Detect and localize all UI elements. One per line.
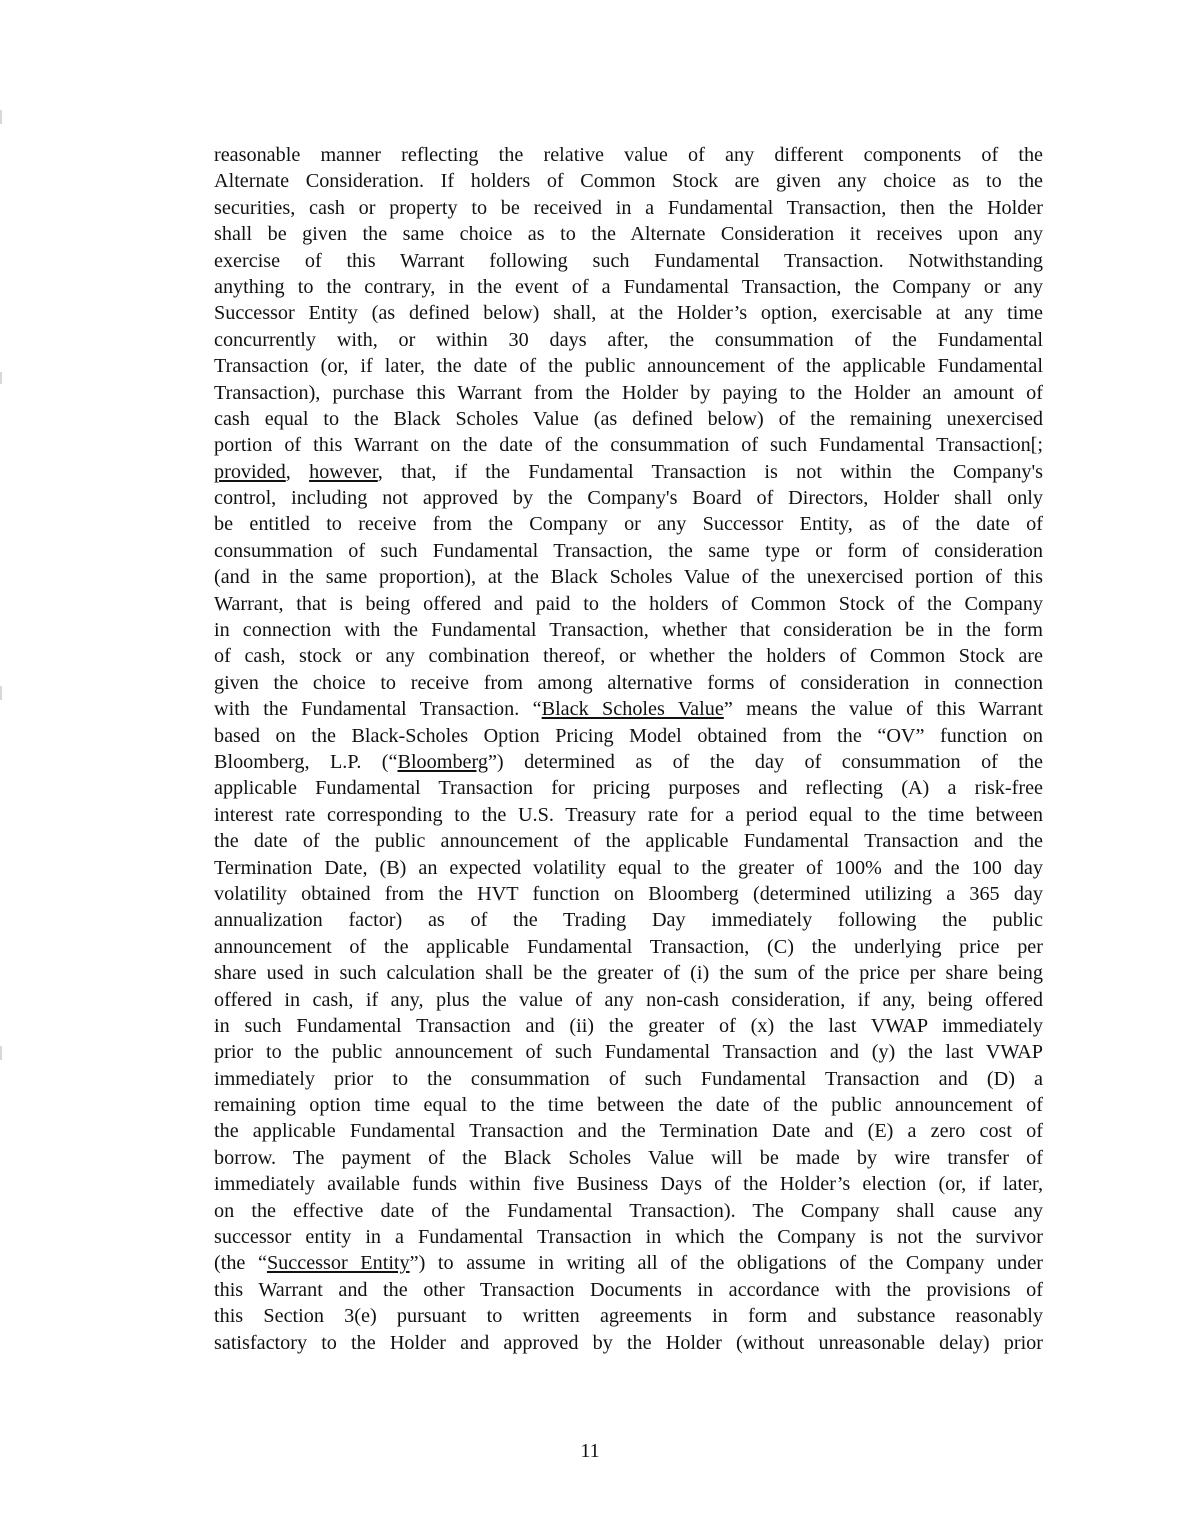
text-run: announcement of the applicable Fundamental Transaction, (C) the underlying price per (214, 935, 1043, 958)
scan-artifact (0, 686, 2, 700)
text-line (214, 670, 1043, 696)
text-run: Termination Date, (B) an expected volatility equal to the greater of 100% and the 100 day (214, 856, 1043, 879)
text-line (214, 1013, 1043, 1039)
text-run: portion of this Warrant on the date of the consummation of such Fundamental Transaction[; (214, 434, 1043, 457)
text-run: control, including not approved by the Company's Board of Directors, Holder shall only (214, 487, 1043, 510)
text-run: with the Fundamental Transaction. “ (214, 698, 542, 721)
text-run: applicable Fundamental Transaction for pricing purposes and reflecting (A) a risk-free (214, 777, 1043, 800)
text-run: remaining option time equal to the time between the date of the public announcement of (214, 1094, 1043, 1117)
text-run: Bloomberg, L.P. (“ (214, 750, 398, 773)
text-line (214, 300, 1043, 326)
text-line (214, 459, 1043, 485)
text-line (214, 195, 1043, 221)
text-line (214, 643, 1043, 669)
defined-term: provided (214, 460, 286, 483)
text-run: securities, cash or property to be received in a Fundamental Transaction, then the Holder (214, 196, 1043, 219)
text-run: concurrently with, or within 30 days after, the consummation of the Fundamental (214, 328, 1043, 351)
text-run: based on the Black-Scholes Option Pricing Model obtained from the “OV” function on (214, 724, 1043, 747)
text-run: Alternate Consideration. If holders of Common Stock are given any choice as to the (214, 170, 1043, 193)
text-line (214, 775, 1043, 801)
text-line (214, 485, 1043, 511)
text-line (214, 564, 1043, 590)
text-run: offered in cash, if any, plus the value of any non-cash consideration, if any, being offered (214, 988, 1043, 1011)
text-line (214, 802, 1043, 828)
text-run: prior to the public announcement of such Fundamental Transaction and (y) the last VWAP (214, 1041, 1043, 1064)
text-run: in connection with the Fundamental Transaction, whether that consideration be in the form (214, 619, 1043, 642)
text-line (214, 1198, 1043, 1224)
text-run: in such Fundamental Transaction and (ii) the greater of (x) the last VWAP immediately (214, 1014, 1043, 1037)
text-run: borrow. The payment of the Black Scholes Value will be made by wire transfer of (214, 1146, 1043, 1169)
text-line (214, 248, 1043, 274)
text-run: the date of the public announcement of the applicable Fundamental Transaction and the (214, 830, 1043, 853)
text-run: , that, if the Fundamental Transaction is not within the Company's (377, 460, 1043, 483)
text-line (214, 353, 1043, 379)
text-line (214, 907, 1043, 933)
text-run: (the “ (214, 1252, 267, 1275)
text-line (214, 723, 1043, 749)
text-run: satisfactory to the Holder and approved by the Holder (without unreasonable delay) prior (214, 1331, 1043, 1354)
text-line (214, 617, 1043, 643)
text-line (214, 1171, 1043, 1197)
text-run: anything to the contrary, in the event of a Fundamental Transaction, the Company or any (214, 275, 1043, 298)
text-line (214, 881, 1043, 907)
text-line (214, 591, 1043, 617)
text-run: volatility obtained from the HVT function on Bloomberg (determined utilizing a 365 day (214, 882, 1043, 905)
scan-artifact (0, 1046, 2, 1060)
text-line (214, 1250, 1043, 1276)
text-line (214, 1303, 1043, 1329)
text-line (214, 221, 1043, 247)
text-run: reasonable manner reflecting the relative value of any different components of the (214, 144, 1043, 166)
text-line (214, 1066, 1043, 1092)
text-line (214, 406, 1043, 432)
text-line (214, 855, 1043, 881)
text-line (214, 934, 1043, 960)
text-run: this Section 3(e) pursuant to written agreements in form and substance reasonably (214, 1305, 1043, 1328)
text-line (214, 274, 1043, 300)
text-run: , (285, 460, 310, 483)
text-run: immediately available funds within five Business Days of the Holder’s election (or, if later, (214, 1173, 1043, 1196)
text-line (214, 1224, 1043, 1250)
text-run: Warrant, that is being offered and paid to the holders of Common Stock of the Company (214, 592, 1043, 615)
text-line (214, 538, 1043, 564)
text-run: the applicable Fundamental Transaction and the Termination Date and (E) a zero cost of (214, 1120, 1043, 1143)
text-run: of cash, stock or any combination thereof, or whether the holders of Common Stock are (214, 645, 1043, 668)
text-line (214, 1092, 1043, 1118)
text-run: given the choice to receive from among alternative forms of consideration in connection (214, 671, 1043, 694)
text-line (214, 380, 1043, 406)
scan-artifact (0, 110, 2, 124)
text-line (214, 696, 1043, 722)
defined-term: Black Scholes Value (541, 698, 724, 721)
text-line (214, 142, 1043, 168)
defined-term: Successor Entity (266, 1252, 410, 1275)
body-paragraph (214, 142, 1043, 1356)
text-run: annualization factor) as of the Trading Day immediately following the public (214, 909, 1043, 932)
text-run: cash equal to the Black Scholes Value (as defined below) of the remaining unexercised (214, 407, 1043, 430)
text-run: ”) to assume in writing all of the obligations of the Company under (409, 1252, 1043, 1275)
text-run: consummation of such Fundamental Transaction, the same type or form of consideration (214, 539, 1043, 562)
text-line (214, 168, 1043, 194)
text-run: Successor Entity (as defined below) shall, at the Holder’s option, exercisable at any time (214, 302, 1043, 325)
text-run: successor entity in a Fundamental Transaction in which the Company is not the survivor (214, 1226, 1043, 1249)
text-run: shall be given the same choice as to the Alternate Consideration it receives upon any (214, 223, 1043, 246)
text-line (214, 987, 1043, 1013)
text-run: be entitled to receive from the Company or any Successor Entity, as of the date of (214, 513, 1043, 536)
text-line (214, 749, 1043, 775)
page-number: 11 (580, 1440, 600, 1462)
text-run: ”) determined as of the day of consummation of the (487, 750, 1043, 773)
text-run: interest rate corresponding to the U.S. Treasury rate for a period equal to the time between (214, 803, 1043, 826)
text-run: Transaction), purchase this Warrant from the Holder by paying to the Holder an amount of (214, 381, 1043, 404)
text-line (214, 960, 1043, 986)
scan-artifact (0, 372, 2, 384)
text-run: Transaction (or, if later, the date of the public announcement of the applicable Fundamental (214, 355, 1043, 378)
text-run: exercise of this Warrant following such Fundamental Transaction. Notwithstanding (214, 249, 1043, 272)
text-line (214, 1039, 1043, 1065)
text-run: on the effective date of the Fundamental Transaction). The Company shall cause any (214, 1199, 1043, 1222)
text-run: this Warrant and the other Transaction Documents in accordance with the provisions of (214, 1278, 1043, 1301)
text-run: (and in the same proportion), at the Black Scholes Value of the unexercised portion of this (214, 566, 1043, 589)
text-run: share used in such calculation shall be the greater of (i) the sum of the price per share being (214, 962, 1043, 985)
text-run: immediately prior to the consummation of such Fundamental Transaction and (D) a (214, 1067, 1043, 1090)
text-line (214, 511, 1043, 537)
text-line (214, 1330, 1043, 1356)
text-run: ” means the value of this Warrant (723, 698, 1043, 721)
text-line (214, 1277, 1043, 1303)
text-line (214, 828, 1043, 854)
defined-term: Bloomberg (397, 750, 488, 773)
text-line (214, 1118, 1043, 1144)
text-line (214, 327, 1043, 353)
defined-term: however (309, 460, 378, 483)
text-line (214, 432, 1043, 458)
text-line (214, 1145, 1043, 1171)
